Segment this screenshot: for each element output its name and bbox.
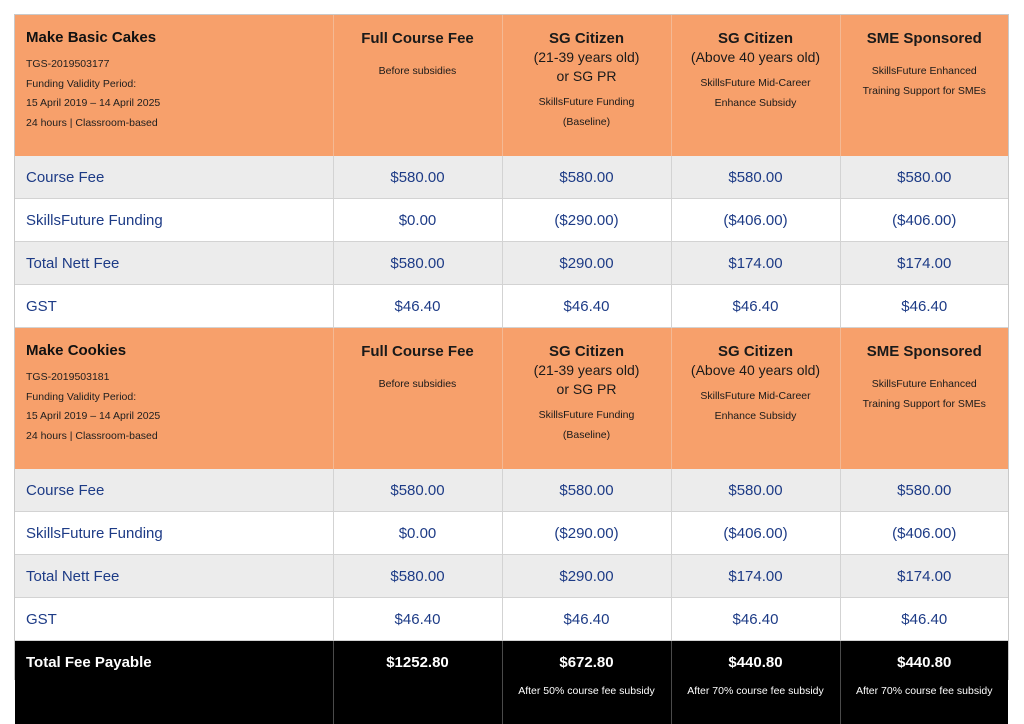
column-note: (Baseline) xyxy=(503,113,671,133)
column-title: SG Citizen xyxy=(672,29,840,48)
fee-value-cell: ($290.00) xyxy=(502,199,671,242)
course-header-row xyxy=(15,15,1008,156)
column-title: SME Sponsored xyxy=(841,29,1009,48)
fee-value-cell: $290.00 xyxy=(502,242,671,285)
total-fee-cell xyxy=(840,641,1008,724)
column-subtitle: or SG PR xyxy=(503,380,671,399)
fee-value-cell: $0.00 xyxy=(333,199,502,242)
column-note: SkillsFuture Mid-Career xyxy=(672,74,840,94)
funding-validity-dates: 15 April 2019 – 14 April 2025 xyxy=(26,94,333,114)
fee-value-cell: $46.40 xyxy=(333,598,502,641)
fee-row-label: GST xyxy=(15,285,333,328)
fee-row-label: Total Nett Fee xyxy=(15,555,333,598)
column-header-sg-citizen-21-39 xyxy=(502,328,671,470)
fee-value-cell: $46.40 xyxy=(671,598,840,641)
funding-validity-label: Funding Validity Period: xyxy=(26,75,333,95)
column-note: Before subsidies xyxy=(334,375,502,395)
fee-table-body xyxy=(15,15,1008,724)
column-note: SkillsFuture Enhanced xyxy=(841,62,1009,82)
column-note: Enhance Subsidy xyxy=(672,407,840,427)
fee-value-cell: $580.00 xyxy=(840,156,1008,199)
column-note: Training Support for SMEs xyxy=(841,395,1009,415)
column-header-sg-citizen-40 xyxy=(671,15,840,156)
total-fee-amount: $1252.80 xyxy=(334,653,502,673)
column-title: SG Citizen xyxy=(503,342,671,361)
total-fee-amount: $440.80 xyxy=(672,653,840,673)
fee-row-label: Course Fee xyxy=(15,156,333,199)
fee-value-cell: $46.40 xyxy=(671,285,840,328)
fee-value-cell: $174.00 xyxy=(671,555,840,598)
column-note: Training Support for SMEs xyxy=(841,82,1009,102)
column-note: Enhance Subsidy xyxy=(672,94,840,114)
fee-value-cell: ($406.00) xyxy=(671,199,840,242)
course-title: Make Basic Cakes xyxy=(26,29,333,46)
column-note: SkillsFuture Funding xyxy=(503,406,671,426)
fee-value-cell: $174.00 xyxy=(840,555,1008,598)
fee-row xyxy=(15,512,1008,555)
column-title: SG Citizen xyxy=(672,342,840,361)
course-code: TGS-2019503181 xyxy=(26,368,333,388)
fee-value-cell: $46.40 xyxy=(502,598,671,641)
fee-row xyxy=(15,555,1008,598)
total-fee-note: After 70% course fee subsidy xyxy=(841,685,1009,697)
total-fee-row xyxy=(15,641,1008,724)
course-fee-table xyxy=(15,15,1008,724)
column-note: (Baseline) xyxy=(503,426,671,446)
total-fee-cell xyxy=(671,641,840,724)
column-title: SG Citizen xyxy=(503,29,671,48)
fee-value-cell: $580.00 xyxy=(502,156,671,199)
fee-value-cell: $0.00 xyxy=(333,512,502,555)
fee-value-cell: ($406.00) xyxy=(840,199,1008,242)
fee-value-cell: ($290.00) xyxy=(502,512,671,555)
column-title: SME Sponsored xyxy=(841,342,1009,361)
fee-value-cell: $580.00 xyxy=(502,469,671,512)
fee-value-cell: $174.00 xyxy=(671,242,840,285)
fee-value-cell: $580.00 xyxy=(333,242,502,285)
funding-validity-dates: 15 April 2019 – 14 April 2025 xyxy=(26,407,333,427)
fee-value-cell: $174.00 xyxy=(840,242,1008,285)
total-fee-cell xyxy=(333,641,502,724)
column-header-sg-citizen-40 xyxy=(671,328,840,470)
course-header-row xyxy=(15,328,1008,470)
fee-value-cell: $46.40 xyxy=(840,285,1008,328)
total-fee-note: After 70% course fee subsidy xyxy=(672,685,840,697)
fee-value-cell: $580.00 xyxy=(840,469,1008,512)
column-title: Full Course Fee xyxy=(334,342,502,361)
column-note: SkillsFuture Mid-Career xyxy=(672,387,840,407)
fee-value-cell: ($406.00) xyxy=(840,512,1008,555)
fee-value-cell: $580.00 xyxy=(333,156,502,199)
total-fee-note: After 50% course fee subsidy xyxy=(503,685,671,697)
fee-table-frame xyxy=(14,14,1009,680)
column-note: SkillsFuture Enhanced xyxy=(841,375,1009,395)
fee-row-label: SkillsFuture Funding xyxy=(15,512,333,555)
column-subtitle: or SG PR xyxy=(503,67,671,86)
fee-value-cell: $290.00 xyxy=(502,555,671,598)
fee-row xyxy=(15,469,1008,512)
fee-row-label: GST xyxy=(15,598,333,641)
total-fee-label: Total Fee Payable xyxy=(15,641,333,724)
fee-row xyxy=(15,598,1008,641)
fee-row xyxy=(15,156,1008,199)
column-note: SkillsFuture Funding xyxy=(503,93,671,113)
course-title: Make Cookies xyxy=(26,342,333,359)
fee-value-cell: $580.00 xyxy=(333,555,502,598)
column-header-sg-citizen-21-39 xyxy=(502,15,671,156)
total-fee-amount: $440.80 xyxy=(841,653,1009,673)
column-subtitle: (Above 40 years old) xyxy=(672,361,840,380)
column-header-sme-sponsored xyxy=(840,15,1008,156)
column-header-full-fee xyxy=(333,328,502,470)
fee-row xyxy=(15,242,1008,285)
fee-value-cell: $46.40 xyxy=(502,285,671,328)
column-subtitle: (Above 40 years old) xyxy=(672,48,840,67)
column-note: Before subsidies xyxy=(334,62,502,82)
total-fee-cell xyxy=(502,641,671,724)
fee-value-cell: $46.40 xyxy=(840,598,1008,641)
course-info-cell xyxy=(15,15,333,156)
fee-row-label: SkillsFuture Funding xyxy=(15,199,333,242)
funding-validity-label: Funding Validity Period: xyxy=(26,388,333,408)
column-header-sme-sponsored xyxy=(840,328,1008,470)
fee-value-cell: ($406.00) xyxy=(671,512,840,555)
course-code: TGS-2019503177 xyxy=(26,55,333,75)
column-subtitle: (21-39 years old) xyxy=(503,48,671,67)
fee-row-label: Course Fee xyxy=(15,469,333,512)
fee-value-cell: $580.00 xyxy=(333,469,502,512)
course-details: 24 hours | Classroom-based xyxy=(26,427,333,447)
total-fee-amount: $672.80 xyxy=(503,653,671,673)
fee-row-label: Total Nett Fee xyxy=(15,242,333,285)
fee-value-cell: $580.00 xyxy=(671,469,840,512)
fee-value-cell: $46.40 xyxy=(333,285,502,328)
course-info-cell xyxy=(15,328,333,470)
fee-value-cell: $580.00 xyxy=(671,156,840,199)
column-header-full-fee xyxy=(333,15,502,156)
fee-row xyxy=(15,199,1008,242)
column-title: Full Course Fee xyxy=(334,29,502,48)
fee-row xyxy=(15,285,1008,328)
column-subtitle: (21-39 years old) xyxy=(503,361,671,380)
course-details: 24 hours | Classroom-based xyxy=(26,114,333,134)
